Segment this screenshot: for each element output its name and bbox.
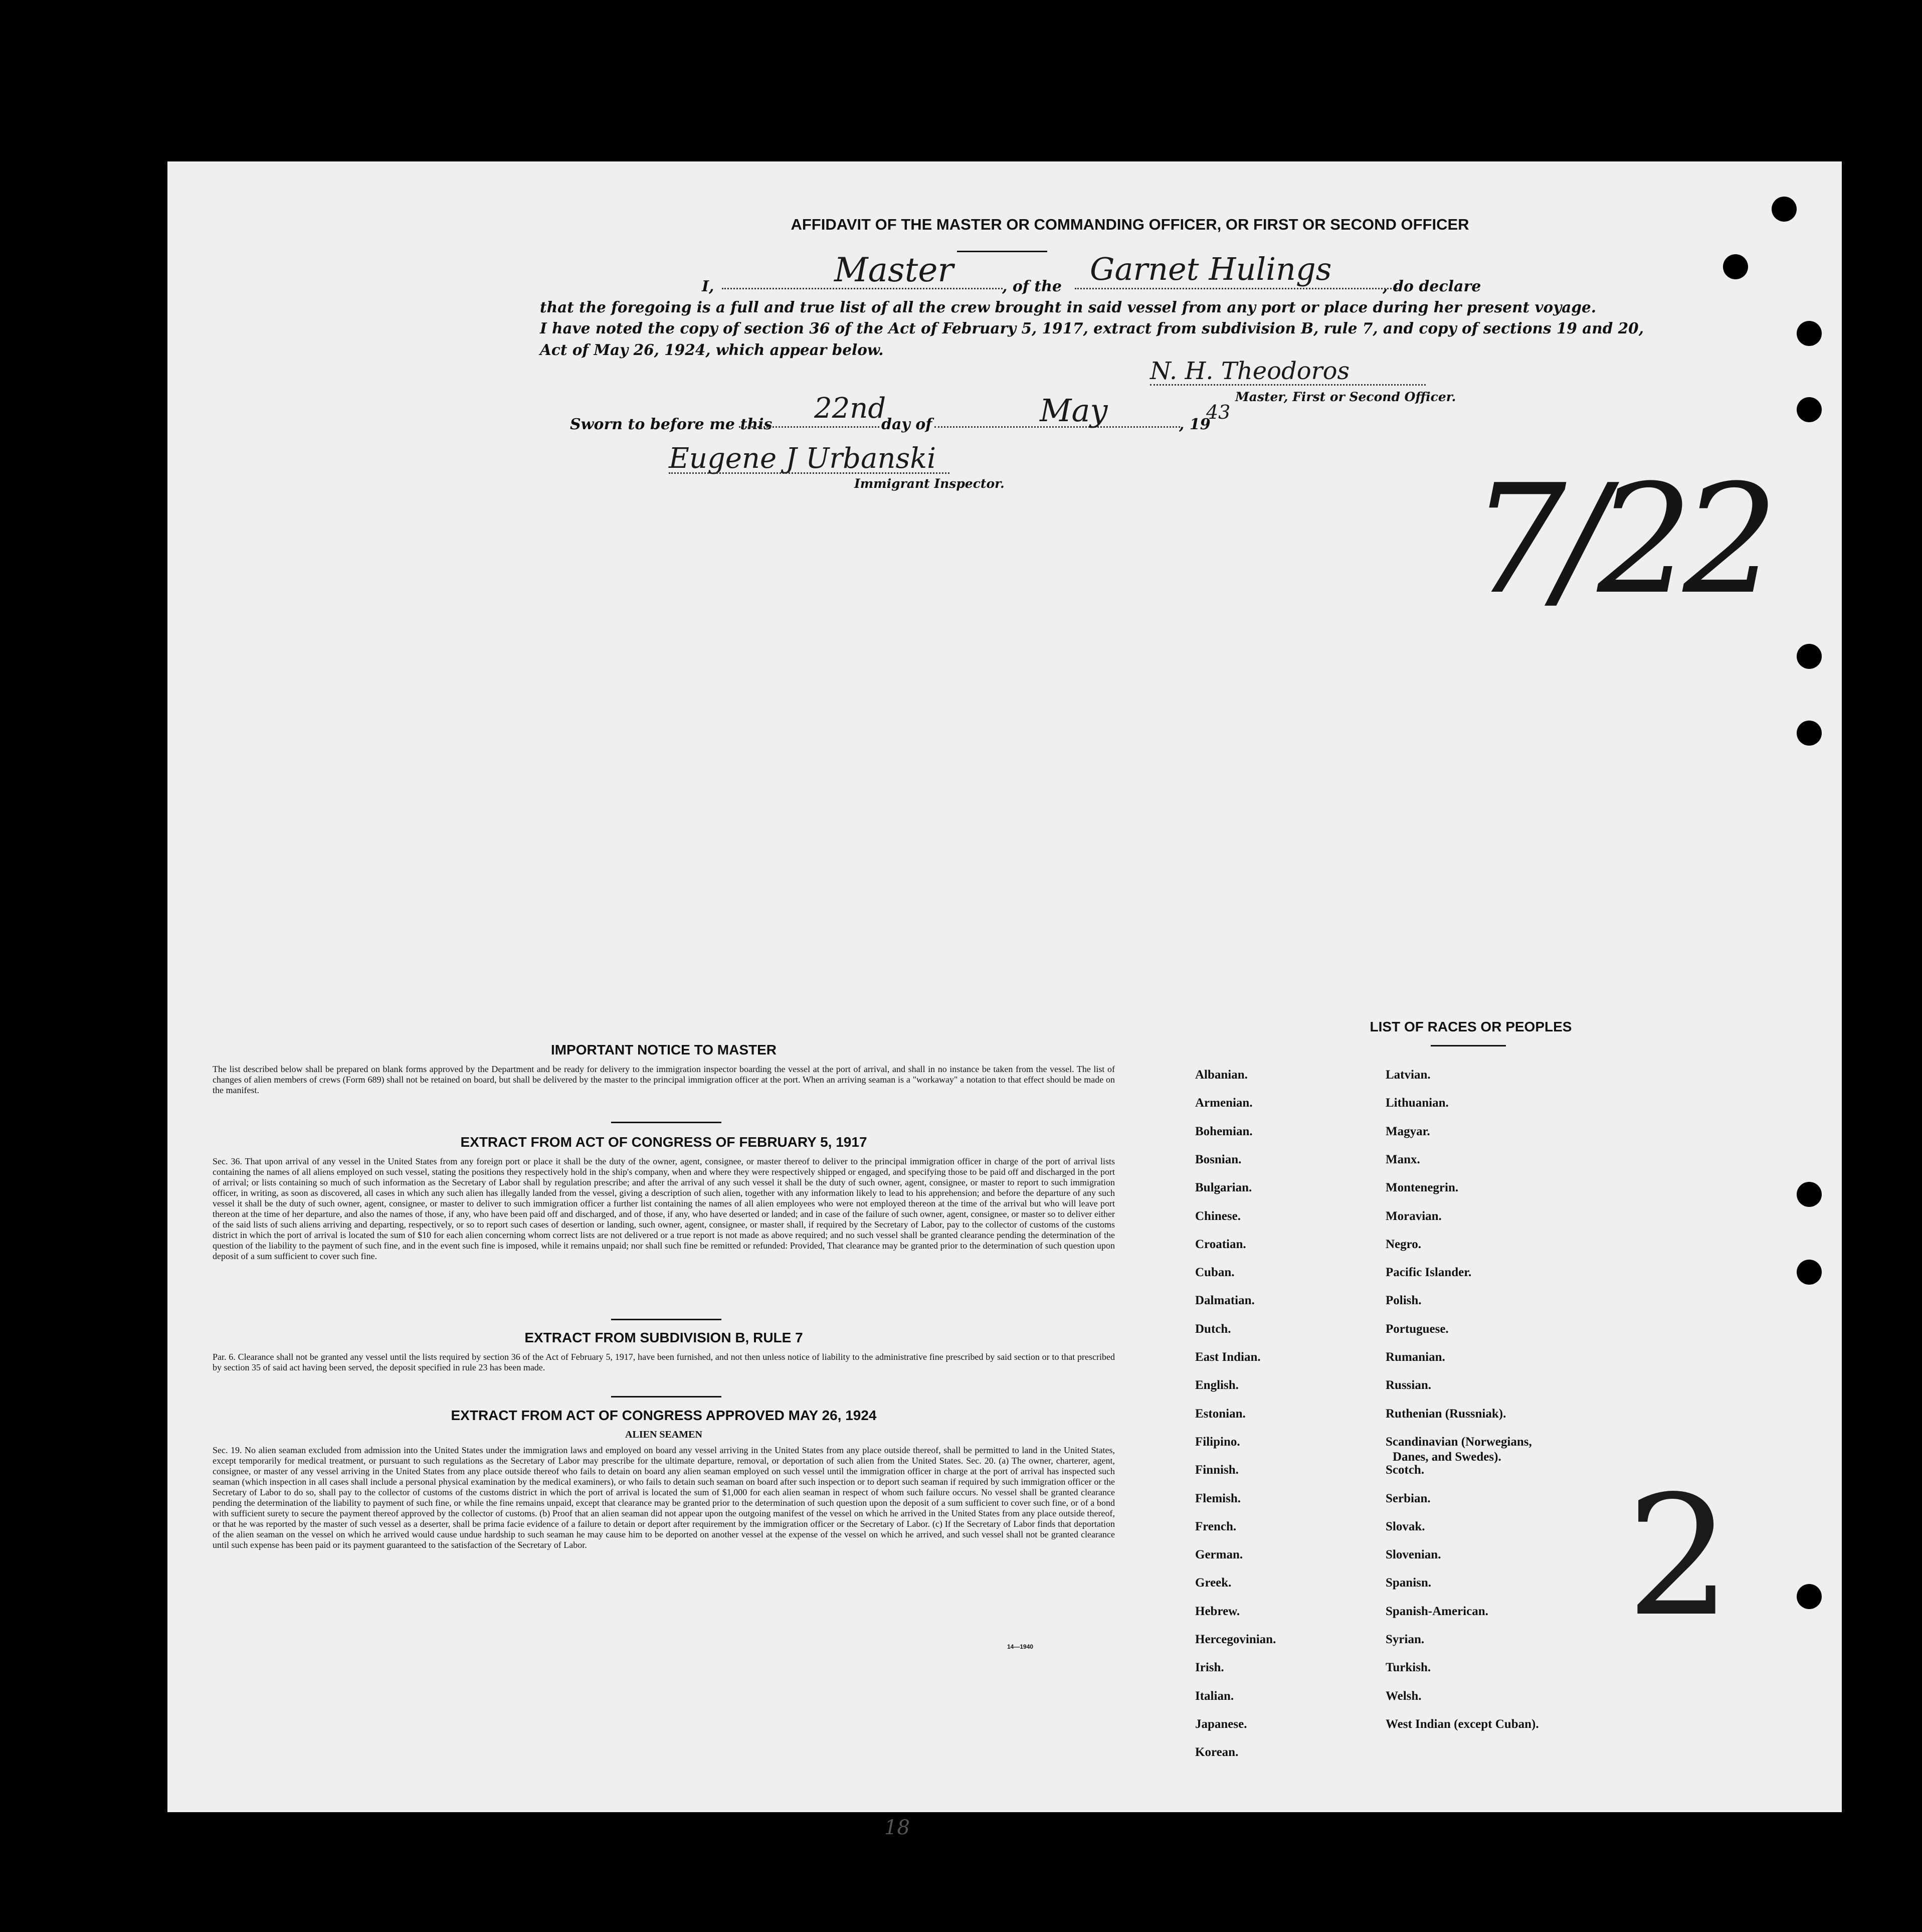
inspector-caption: Immigrant Inspector. [854, 476, 1005, 491]
form-code: 14—1940 [1007, 1643, 1034, 1650]
race-item: Greek. [1195, 1576, 1232, 1590]
section-divider [611, 1319, 721, 1320]
race-item: Filipino. [1195, 1435, 1240, 1449]
signature-dotted-line [1150, 384, 1426, 386]
affidavit-line-3: I have noted the copy of section 36 of the Act of February 5, 1917, extract from subdivision B, rule 7, and copy of sections 19 and 20, [540, 319, 1644, 337]
binder-hole [1797, 1260, 1822, 1285]
race-item: Albanian. [1195, 1068, 1248, 1082]
inspector-signature: Eugene J Urbanski [669, 442, 936, 475]
binder-hole [1772, 197, 1797, 222]
affidavit-line-4: Act of May 26, 1924, which appear below. [540, 341, 884, 359]
race-item: Moravian. [1386, 1209, 1442, 1223]
race-item: Hebrew. [1195, 1604, 1240, 1618]
race-item: Slovak. [1386, 1519, 1425, 1533]
race-item: Rumanian. [1386, 1350, 1445, 1364]
alien-seamen-subheading: ALIEN SEAMEN [625, 1429, 702, 1440]
vessel-handwriting: Garnet Hulings [1090, 251, 1332, 287]
race-item: Irish. [1195, 1661, 1224, 1675]
day-handwriting: 22nd [814, 392, 886, 425]
affidavit-line-2: that the foregoing is a full and true list of all the crew brought in said vessel from any port or place during her present voyage. [540, 298, 1597, 316]
race-item: Serbian. [1386, 1491, 1431, 1505]
race-item: Danes, and Swedes). [1393, 1450, 1501, 1464]
binder-hole [1797, 397, 1822, 422]
day-of-label: day of [881, 416, 932, 433]
day-dotted-line [739, 426, 879, 428]
race-item: Polish. [1386, 1294, 1422, 1308]
race-item: Cuban. [1195, 1266, 1235, 1280]
race-item: Korean. [1195, 1745, 1239, 1760]
races-title-rule [1431, 1045, 1506, 1046]
act-1924-body: Sec. 19. No alien seaman excluded from admission into the United States under the immigration laws and employed on board any vessel arriving in the United States from any place outside thereof, shall be permitted to land in the United States, except temporarily for medical treatment, or pursuant to such regulations as the Secretary of Labor may prescribe for the ultimate departure, removal, or deportation of such alien from the United States. Sec. 20. (a) The owner, charterer, agent, consignee, or master of any vessel arriving in the United States from any place outside thereof who fails to detain on board any alien seaman employed on such vessel until the immigration officer in charge at the port of arrival has inspected such seaman (which inspection in all cases shall include a personal physical examination by the medical examiners), or who fails to detain such seaman on board after such inspection or to deport such seaman if required by such immigration officer or the Secretary of Labor to do so, shall pay to the collector of customs of the customs district in which the port of arrival is located the sum of $1,000 for each alien seaman in respect of whom such failure occurs. No vessel shall be granted clearance pending the determination of the liability to payment of such fine, or while the fine remains unpaid, except that clearance may be granted prior to the determination of such question upon the deposit of a sum sufficient to cover such fine, or of a bond with sufficient surety to secure the payment thereof approved by the collector of customs. (b) Proof that an alien seaman did not appear upon the outgoing manifest of the vessel on which he arrived in the United States from any place outside thereof, or that he was reported by the master of such vessel as a deserter, shall be prima facie evidence of a failure to detain or deport after requirement by the immigration officer or the Secretary of Labor. (c) If the Secretary of Labor finds that deportation of the alien seaman on the vessel on which he arrived would cause undue hardship to such seaman he may cause him to be deported on another vessel at the expense of the vessel on which he arrived, and such vessel shall not be granted clearance until such expense has been paid or its payment guaranteed to the satisfaction of the Secretary of Labor. [213, 1445, 1115, 1550]
race-item: Scotch. [1386, 1463, 1425, 1477]
race-item: Portuguese. [1386, 1322, 1449, 1336]
affidavit-title: AFFIDAVIT OF THE MASTER OR COMMANDING OFFICER, OR FIRST OR SECOND OFFICER [791, 216, 1469, 233]
race-item: Italian. [1195, 1689, 1234, 1703]
title-rule [957, 251, 1047, 252]
act-1924-heading: EXTRACT FROM ACT OF CONGRESS APPROVED MAY 26, 1924 [451, 1408, 877, 1423]
bottom-pencil-mark: 18 [884, 1816, 910, 1839]
race-item: Lithuanian. [1386, 1096, 1449, 1110]
race-item: Spanisn. [1386, 1576, 1432, 1590]
section-divider [611, 1122, 721, 1123]
race-item: Slovenian. [1386, 1548, 1441, 1562]
rule-7-body: Par. 6. Clearance shall not be granted any vessel until the lists required by section 36 of the Act of February 5, 1917, have been furnished, and not then unless notice of liability to the administrative fine prescribed by said section or to that prescribed by section 35 of said act having been served, the deposit specified in rule 23 has been made. [213, 1352, 1115, 1372]
notice-body: The list described below shall be prepared on blank forms approved by the Department and be ready for delivery to the immigration inspector boarding the vessel at the port of arrival, and shall in no instance be taken from the vessel. The list of changes of alien members of crews (Form 689) shall not be retained on board, but shall be delivered by the master to the principal immigration officer at the port. When an arriving seaman is a "workaway" a notation to that effect should be made on the manifest. [213, 1064, 1115, 1095]
act-1917-heading: EXTRACT FROM ACT OF CONGRESS OF FEBRUARY 5, 1917 [460, 1134, 867, 1150]
race-item: Chinese. [1195, 1209, 1241, 1223]
form-sheet [167, 161, 1842, 1839]
rule-7-heading: EXTRACT FROM SUBDIVISION B, RULE 7 [524, 1330, 803, 1345]
do-declare-label: , do declare [1383, 278, 1481, 295]
race-item: Armenian. [1195, 1096, 1253, 1110]
race-item: Manx. [1386, 1152, 1420, 1166]
master-signature: N. H. Theodoros [1150, 357, 1350, 385]
race-item: French. [1195, 1519, 1237, 1533]
year-prefix: , 19 [1179, 416, 1211, 433]
race-item: Pacific Islander. [1386, 1266, 1472, 1280]
race-item: Latvian. [1386, 1068, 1431, 1082]
binder-hole [1723, 254, 1748, 279]
race-item: Bulgarian. [1195, 1181, 1252, 1195]
race-item: Bosnian. [1195, 1152, 1242, 1166]
race-item: Montenegrin. [1386, 1181, 1459, 1195]
notice-heading: IMPORTANT NOTICE TO MASTER [550, 1042, 777, 1058]
section-divider [611, 1396, 721, 1397]
race-item: Dutch. [1195, 1322, 1231, 1336]
race-item: Spanish-American. [1386, 1604, 1488, 1618]
race-item: Dalmatian. [1195, 1294, 1255, 1308]
race-item: Croatian. [1195, 1237, 1246, 1251]
race-item: Estonian. [1195, 1407, 1246, 1421]
act-1917-body: Sec. 36. That upon arrival of any vessel in the United States from any foreign port or place it shall be the duty of the owner, agent, consignee, or master thereof to deliver to the principal immigration officer in charge of the port of arrival lists containing the names of all aliens employed on such vessel, stating the positions they respectively hold in the ship's company, when and where they were respectively shipped or engaged, and specifying those to be paid off and discharged in the port of arrival; or lists containing so much of such information as the Secretary of Labor shall by regulation prescribe; and after the arrival of any such vessel it shall be the duty of such owner, agent, consignee, or master to report to such immigration officer, in writing, as soon as discovered, all cases in which any such alien has illegally landed from the vessel, giving a description of such alien, together with any information likely to lead to his apprehension; and before the departure of any such vessel it shall be the duty of such owner, agent, consignee, or master to deliver to such immigration officer a further list containing the names of all alien employees who were not employed thereon at the time of the arrival but who will leave port thereon at the time of her departure, and also the names of those, if any, who have been paid off and discharged, and of those, if any, who have deserted or landed; and in case of the failure of such owner, agent, consignee, or master so to deliver either of the said lists of such aliens arriving and departing, respectively, or so to report such cases of desertion or landing, such owner, agent, consignee, or master shall, if required by the Secretary of Labor, pay to the collector of customs of the customs district in which the port of arrival is located the sum of $10 for each alien concerning whom correct lists are not delivered or a true report is not made as above required; and no such vessel shall be granted clearance pending the determination of the question of the liability to the payment of such fine, and in the event such fine is imposed, while it remains unpaid; nor shall such fine be remitted or refunded: Provided, That clearance may be granted prior to the determination of such question upon deposit of a sum sufficient to cover such fine. [213, 1156, 1115, 1261]
binder-hole [1797, 1182, 1822, 1207]
year-handwriting: 43 [1206, 401, 1231, 423]
inspector-dotted-line [669, 472, 949, 474]
affidavit-pronoun: I, [702, 278, 714, 295]
binder-hole [1797, 321, 1822, 346]
race-item: Finnish. [1195, 1463, 1239, 1477]
races-title: LIST OF RACES OR PEOPLES [1370, 1019, 1572, 1034]
race-item: Welsh. [1386, 1689, 1422, 1703]
sworn-prefix: Sworn to before me this [570, 416, 773, 433]
handwritten-7-22-text: 7/22 [1471, 452, 1769, 627]
of-the-label: , of the [1002, 278, 1062, 295]
race-item: Japanese. [1195, 1717, 1247, 1731]
binder-hole [1797, 1584, 1822, 1609]
race-item: English. [1195, 1378, 1239, 1392]
race-item: Syrian. [1386, 1633, 1425, 1646]
race-item: Turkish. [1386, 1661, 1431, 1675]
race-item: Magyar. [1386, 1124, 1430, 1138]
race-item: Scandinavian (Norwegians, [1386, 1435, 1532, 1449]
officer-handwriting: Master [834, 251, 953, 289]
race-item: West Indian (except Cuban). [1386, 1717, 1539, 1731]
handwritten-page-number: 2 [1626, 1460, 1732, 1653]
race-item: East Indian. [1195, 1350, 1261, 1364]
signature-caption: Master, First or Second Officer. [1235, 390, 1456, 404]
vessel-dotted-line [1075, 288, 1401, 289]
handwritten-7-22 [1451, 432, 1812, 733]
month-handwriting: May [1040, 392, 1108, 429]
race-item: Bohemian. [1195, 1124, 1253, 1138]
race-item: Negro. [1386, 1237, 1422, 1251]
race-item: Flemish. [1195, 1491, 1241, 1505]
race-item: Ruthenian (Russniak). [1386, 1407, 1506, 1421]
race-item: German. [1195, 1548, 1243, 1562]
race-item: Russian. [1386, 1378, 1432, 1392]
race-item: Hercegovinian. [1195, 1633, 1276, 1646]
